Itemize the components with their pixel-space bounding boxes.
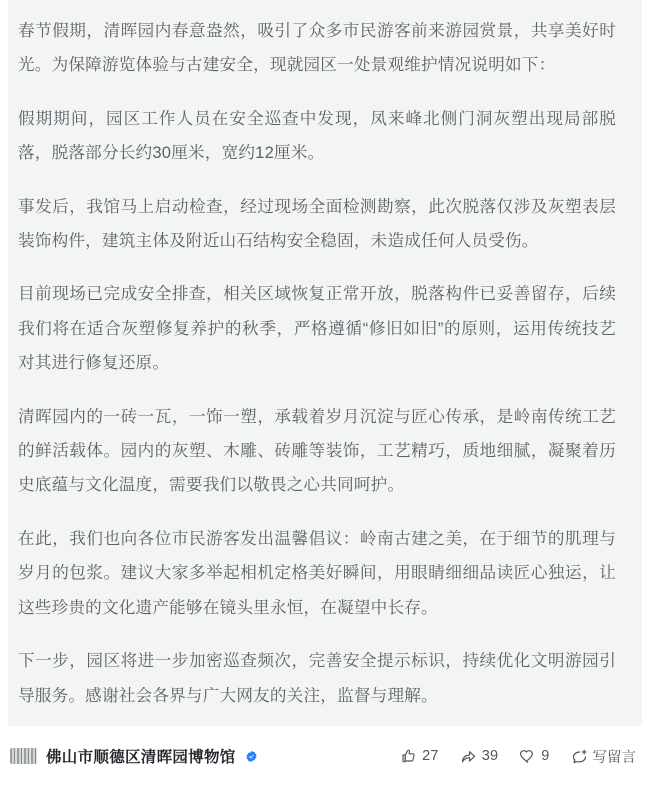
- article-paragraph: 假期期间，园区工作人员在安全巡查中发现，凤来峰北侧门洞灰塑出现局部脱落，脱落部分长约30厘米，宽约12厘米。: [18, 108, 616, 163]
- heart-icon: [519, 748, 536, 765]
- share-count: 39: [481, 748, 499, 764]
- comment-plus-icon: [571, 748, 588, 765]
- share-button[interactable]: [460, 748, 499, 765]
- favorite-button[interactable]: [519, 748, 549, 765]
- article-paragraph: 下一步，园区将进一步加密巡查频次，完善安全提示标识，持续优化文明游园引导服务。感谢社会各界与广大网友的关注，监督与理解。: [18, 651, 616, 705]
- article-paragraph: 春节假期，清晖园内春意盎然，吸引了众多市民游客前来游园赏景，共享美好时光。为保障游览体验与古建安全，现就园区一处景观维护情况说明如下：: [18, 21, 616, 75]
- account-name: 佛山市顺德区清晖园博物馆: [46, 749, 236, 766]
- favorite-count: 9: [541, 748, 550, 764]
- like-count: 27: [422, 748, 439, 764]
- article-paragraph: 清晖园内的一砖一瓦，一饰一塑，承载着岁月沉淀与匠心传承，是岭南传统工艺的鲜活载体。园内的灰塑、木雕、砖雕等装饰，工艺精巧，质地细腻，凝聚着历史底蕴与文化温度，需要我们以敬畏之心共同呵护。: [18, 406, 616, 495]
- article-footer-bar: [0, 726, 650, 786]
- avatar: [10, 748, 37, 764]
- article-paragraph: 目前现场已完成安全排查，相关区域恢复正常开放，脱落构件已妥善留存，后续我们将在适合灰塑修复养护的秋季，严格遵循“修旧如旧”的原则，运用传统技艺对其进行修复还原。: [18, 284, 616, 373]
- engagement-actions: [401, 746, 636, 767]
- article-paragraph: 事发后，我馆马上启动检查，经过现场全面检测勘察，此次脱落仅涉及灰塑表层装饰构件，建筑主体及附近山石结构安全稳固，未造成任何人员受伤。: [18, 196, 616, 251]
- share-arrow-icon: [460, 748, 477, 765]
- thumbs-up-icon: [401, 748, 417, 764]
- like-button[interactable]: [401, 748, 439, 764]
- article-paragraph: 在此，我们也向各位市民游客发出温馨倡议：岭南古建之美，在于细节的肌理与岁月的包浆。建议大家多举起相机定格美好瞬间，用眼睛细细品读匠心独运，让这些珍贵的文化遗产能够在镜头里永恒，在凝望中长存。: [18, 528, 616, 617]
- account-link[interactable]: [10, 745, 258, 767]
- write-comment-button[interactable]: [571, 746, 637, 767]
- verified-badge-icon: [245, 750, 258, 763]
- article-body-card: [8, 0, 642, 726]
- write-comment-label: 写留言: [592, 749, 636, 766]
